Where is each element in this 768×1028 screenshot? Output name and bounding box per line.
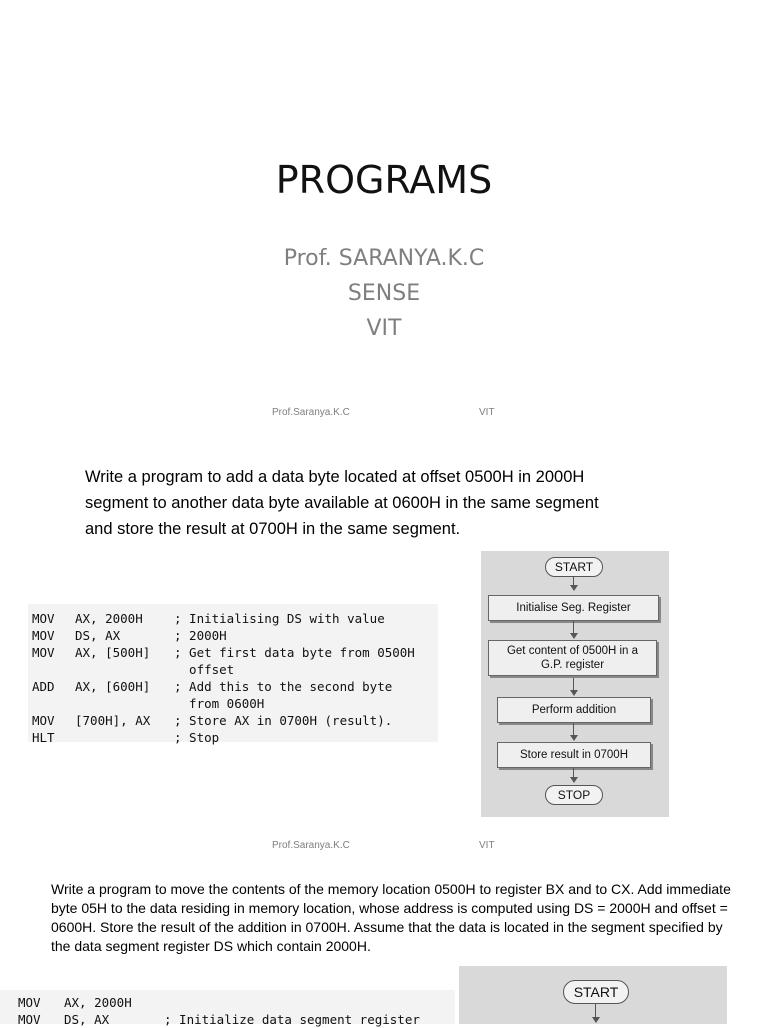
flowchart-panel: [459, 966, 727, 1024]
flowchart-start: START: [545, 557, 603, 577]
code-comment: ; Get first data byte from 0500H: [174, 645, 415, 660]
code-op: HLT: [32, 730, 55, 745]
code-line: [28, 627, 438, 644]
code-comment: ; Initialising DS with value: [174, 611, 385, 626]
flowchart-step: Initialise Seg. Register: [488, 595, 659, 621]
flowchart-step: Perform addition: [497, 697, 651, 723]
flowchart-panel: [481, 551, 669, 817]
arrow-icon: [570, 777, 578, 783]
code-args: DS, AX: [64, 1012, 110, 1027]
code-line: [28, 610, 438, 627]
code-op: MOV: [18, 995, 41, 1010]
department-name: SENSE: [347, 281, 421, 306]
arrow-icon: [592, 1017, 600, 1023]
footer-left: Prof.Saranya.K.C: [272, 840, 350, 851]
code-comment: from 0600H: [174, 696, 265, 711]
code-op: ADD: [32, 679, 55, 694]
code-line: [28, 644, 438, 661]
code-comment: ; Add this to the second byte: [174, 679, 393, 694]
code-args: AX, [600H]: [75, 679, 151, 694]
code-comment: ; Initialize data segment register: [164, 1012, 420, 1027]
code-line: [28, 712, 438, 729]
flowchart-step: Get content of 0500H in a G.P. register: [488, 640, 657, 676]
code-op: MOV: [32, 611, 55, 626]
code-op: MOV: [18, 1012, 41, 1027]
code-line: [28, 695, 438, 712]
code-line: [0, 994, 455, 1011]
code-line: [28, 729, 438, 746]
code-line: [28, 661, 438, 678]
code-comment: offset: [174, 662, 235, 677]
code-op: MOV: [32, 645, 55, 660]
code-args: DS, AX: [75, 628, 121, 643]
flowchart-start: START: [563, 980, 629, 1004]
flowchart-stop: STOP: [545, 785, 603, 805]
code-block: [0, 990, 455, 1027]
question-text: Write a program to move the contents of the memory location 0500H to register BX and to CX. Add immediate byte 05H to the data residing in memory location, whose address is computed using DS = 2000H and offset = 0600H. Store the result of the addition in 0700H. Assume that the data is located in the segment specified by the data segment register DS which contain 2000H.: [51, 881, 731, 954]
code-args: [700H], AX: [75, 713, 151, 728]
code-op: MOV: [32, 628, 55, 643]
code-args: AX, 2000H: [64, 995, 132, 1010]
question-text: Write a program to add a data byte located at offset 0500H in 2000H segment to another data byte available at 0600H in the same segment and store the result at 0700H in the same segment.: [85, 468, 599, 538]
code-comment: ; Stop: [174, 730, 220, 745]
code-args: AX, [500H]: [75, 645, 151, 660]
arrow-icon: [570, 585, 578, 591]
footer-right: VIT: [479, 407, 495, 418]
code-op: MOV: [32, 713, 55, 728]
slide-title: PROGRAMS: [275, 158, 493, 202]
code-block: [28, 604, 438, 745]
footer-right: VIT: [479, 840, 495, 851]
code-line: [0, 1011, 455, 1028]
code-args: AX, 2000H: [75, 611, 143, 626]
arrow-icon: [570, 690, 578, 696]
code-comment: ; Store AX in 0700H (result).: [174, 713, 393, 728]
code-line: [28, 678, 438, 695]
arrow-icon: [570, 633, 578, 639]
flowchart-step: Store result in 0700H: [497, 742, 651, 768]
author-name: Prof. SARANYA.K.C: [283, 246, 485, 271]
arrow-icon: [570, 735, 578, 741]
code-comment: ; 2000H: [174, 628, 227, 643]
institution-name: VIT: [366, 316, 402, 341]
footer-left: Prof.Saranya.K.C: [272, 407, 350, 418]
